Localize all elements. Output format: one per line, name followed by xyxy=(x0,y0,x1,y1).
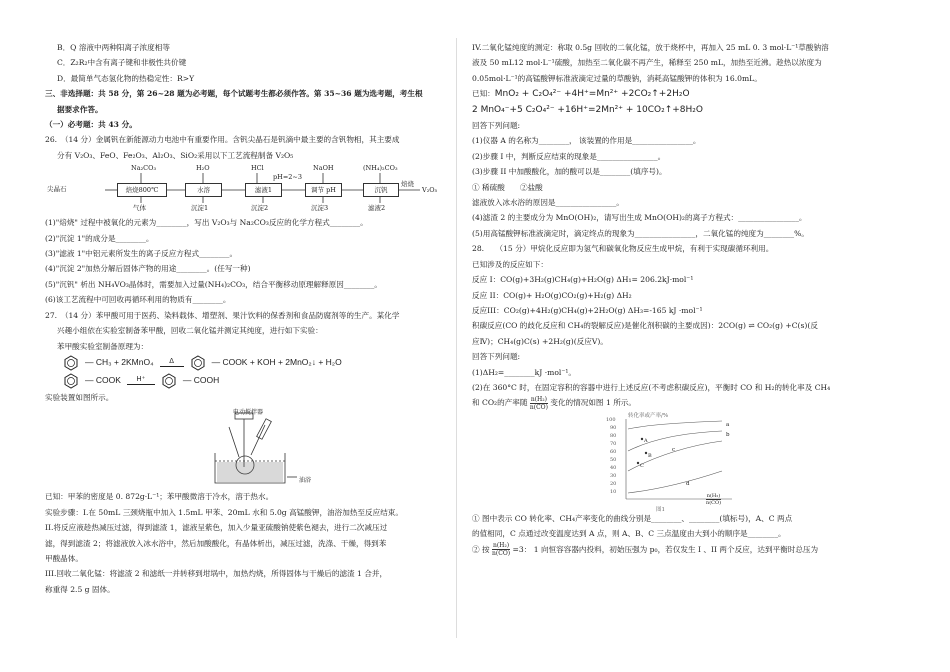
q26-6: (6)该工艺流程中可回收再循环利用的物质有________。 xyxy=(45,295,231,305)
q28-2-2-post: =3： 1 向恒容容器内投料，初始压强为 p₀，若仅发生 I 、II 两个反应，达到平衡时总压为 xyxy=(512,544,819,554)
graph-xlabel-den: n(CO) xyxy=(706,499,722,506)
benzene-icon xyxy=(63,373,79,389)
curve-label-b: b xyxy=(726,431,730,438)
eq2-product: — COOH xyxy=(182,375,220,386)
q27-2: (2)步骤 I 中，判断反应结束的现象是________________。 xyxy=(472,151,666,161)
graph-ytick-8: 20 xyxy=(610,480,617,487)
conversion-graph xyxy=(602,411,742,511)
q26-4: (4)"沉淀 2"加热分解后固体产物的用途________。(任写一种) xyxy=(45,264,251,274)
fraction-num-2: n(H₂) xyxy=(492,542,510,550)
reaction-3: 反应III：CO₂(g)+4H₂(g)CH₄(g)+2H₂O(g) ΔH₃=-165 kJ ·mol⁻¹ xyxy=(472,305,703,315)
q27-3-reason: 滤液放入冰水浴的原因是________________。 xyxy=(472,198,624,208)
flow-end-label: 焙烧 xyxy=(401,180,414,189)
flow-top-na2co3: Na₂CO₃ xyxy=(131,164,157,173)
q28-2: (2)在 360°C 时，在固定容积的容器中进行上述反应(不考虑积碳反应)，平衡时 CO 和 H₂的转化率及 CH₄ xyxy=(472,382,831,392)
q28-2-2 xyxy=(472,542,884,558)
eq1-products: — COOK + KOH + 2MnO₂↓ + H₂O xyxy=(211,357,342,368)
graph-ytick-1: 90 xyxy=(610,424,617,431)
step-2-cont: 滤，得到滤渣 2；将滤液放入冰水浴中，然后加酸酸化，有晶体析出，减压过滤，洗涤、干燥，得到苯 xyxy=(45,538,387,548)
flow-box-roast: 焙烧800℃ xyxy=(117,183,167,197)
equation-1 xyxy=(45,354,443,372)
q26-3: (3)"滤液 1"中铝元素所发生的离子反应方程式________。 xyxy=(45,249,238,259)
point-a xyxy=(641,438,643,440)
flow-top-h2o: H₂O xyxy=(196,164,210,173)
curve-label-c: c xyxy=(672,446,676,453)
step-2-end: 甲酸晶体。 xyxy=(45,553,83,563)
eq1-reactants: — CH₃ + 2KMnO₄ xyxy=(85,357,154,368)
q27-stem: 27. （14 分）苯甲酸可用于医药、染料载体、增塑剂、果汁饮料的保香剂和食品防腐剂等的生产。某化学 xyxy=(45,310,400,320)
q26-stem: 26. （14 分）金属钒在新能源动力电池中有重要作用。含钒尖晶石是钒滴中最主要的含钒物相，其主要成 xyxy=(45,135,400,145)
flow-top-hcl: HCl xyxy=(251,164,264,173)
apparatus-stirrer-label: 电动搅拌器 xyxy=(233,409,264,417)
graph-ytick-7: 30 xyxy=(610,472,617,479)
q28-2-pre: 和 CO₂的产率随 xyxy=(472,398,528,408)
option-b: B．Q 溶液中两种阳离子浓度相等 xyxy=(57,43,170,52)
q28-2-post: 变化的情况如图 1 所示。 xyxy=(550,398,636,408)
graph-title: 转化率或产率/% xyxy=(628,412,669,419)
reaction-2: 反应 II：CO(g)+ H₂O(g)CO₂(g)+H₂(g) ΔH₂ xyxy=(472,290,632,300)
right-column xyxy=(472,40,884,557)
flow-bottom-gas: 气体 xyxy=(133,204,146,213)
q26-2: (2)"沉淀 1"的成分是________。 xyxy=(45,233,154,243)
graph-xlabel xyxy=(706,493,721,506)
step-3-cont: 称重得 2.5 g 固体。 xyxy=(45,584,115,594)
q26-1: (1)"焙烧" 过程中被氧化的元素为________，写出 V₂O₃与 Na₂CO₃反应的化学方程式________。 xyxy=(45,218,368,228)
flow-bottom-precip3: 沉淀3 xyxy=(311,204,329,213)
q27-4: (4)滤渣 2 的主要成分为 MnO(OH)₂，请写出生成 MnO(OH)₂的离子方程式：________________。 xyxy=(472,213,807,223)
q28-stem: 28. （15 分）甲烷化反应即为氢气和碳氧化物反应生成甲烷，有利于实现碳循环利用。 xyxy=(472,244,774,254)
point-label-a: A xyxy=(644,437,648,444)
column-divider xyxy=(456,38,457,638)
q27-3-options: ① 稀硫酸 ②盐酸 xyxy=(472,182,543,192)
flow-top-naoh: NaOH xyxy=(313,164,334,173)
fraction-den-2: n(CO) xyxy=(492,550,511,558)
ratio-fraction-2 xyxy=(492,542,510,557)
section-3-heading: 三、非选择题：共 58 分，第 26~28 题为必考题，每个试题考生都必须作答。第 35~36 题为选考题，考生根 xyxy=(45,89,423,99)
apparatus-figure xyxy=(205,405,325,489)
curve-label-a: a xyxy=(726,421,730,428)
point-c xyxy=(637,462,639,464)
step-4: IV.二氧化锰纯度的测定：称取 0.5g 回收的二氧化锰，放于烧杯中，再加入 25 mL 0. 3 mol·L⁻¹草酸钠溶 xyxy=(472,43,829,52)
flow-box-precipitate-v: 沉钒 xyxy=(363,183,399,197)
q28-2-1-cont: 的值相同，C 点通过改变温度达到 A 点，则 A、B、C 三点温度由大到小的顺序是________。 xyxy=(472,529,786,539)
step-3: III.回收二氧化锰：将滤渣 2 和滤纸一并转移到坩埚中，加热灼烧，所得固体与干燥后的滤渣 1 合并， xyxy=(45,569,388,579)
graph-caption: 图1 xyxy=(656,506,665,513)
graph-ytick-9: 10 xyxy=(610,488,617,495)
flow-box-dissolve: 水溶 xyxy=(185,183,222,197)
q28-2-cont xyxy=(472,395,884,411)
q27-stem-cont: 兴趣小组依在实验室制备苯甲酸，回收二氧化锰并测定其纯度，进行如下实验： xyxy=(57,326,323,336)
flow-top-ph: pH=2~3 xyxy=(273,173,302,182)
graph-ytick-5: 50 xyxy=(610,456,617,463)
option-d: D．最简单气态氢化物的热稳定性：R>Y xyxy=(57,73,195,83)
graph-ytick-4: 60 xyxy=(610,448,617,455)
fraction-den: n(CO) xyxy=(529,403,548,411)
flow-start: 尖晶石 xyxy=(47,185,67,194)
q28-2-2-pre: ② 按 xyxy=(472,544,490,554)
fraction-num: n(H₂) xyxy=(530,395,548,403)
answer-intro-2: 回答下列问题: xyxy=(472,352,521,362)
q26-5: (5)"沉钒" 析出 NH₄VO₃晶体时，需要加入过量(NH₄)₂CO₃，结合平衡移动原理解释原因________。 xyxy=(45,279,382,289)
known-eq-1: MnO₂ + C₂O₄²⁻ +4H⁺=Mn²⁺ +2CO₂↑+2H₂O xyxy=(494,89,690,100)
q28-known: 已知涉及的反应如下： xyxy=(472,259,548,269)
carbon-reaction: 积碳反应(CO 的歧化反应和 CH₄的裂解反应)是催化剂积碳的主要成因)：2CO(g) ⇌ CO₂(g) +C(s)(反 xyxy=(472,321,818,331)
graph-ytick-6: 40 xyxy=(610,464,617,471)
equation-2 xyxy=(45,372,443,390)
answer-intro: 回答下列问题: xyxy=(472,121,521,131)
flow-box-ph: 调节 pH xyxy=(305,183,342,197)
benzene-icon xyxy=(161,373,177,389)
q27-5: (5)用高锰酸钾标准液滴定时，滴定终点的现象为________________，二氧化锰的纯度为________%。 xyxy=(472,228,809,238)
q28-2-1: ① 图中表示 CO 转化率、CH₄产率变化的曲线分别是________、________(填标号)，A、C 两点 xyxy=(472,513,793,523)
known-eq-title xyxy=(472,86,884,102)
process-flow-diagram xyxy=(45,163,443,215)
required-heading: （一）必考题：共 43 分。 xyxy=(45,120,137,130)
graph-ytick-3: 70 xyxy=(610,440,617,447)
step-1: 实验步骤：I.在 50mL 三颈烧瓶中加入 1.5mL 甲苯、20mL 水和 5.0g 高锰酸钾，油浴加热至反应结束。 xyxy=(45,507,403,517)
ratio-fraction xyxy=(530,396,548,411)
graph-xlabel-num: n(H₂) xyxy=(706,492,721,499)
step-4-cont: 液及 50 mL12 mol·L⁻¹硫酸，加热至二氧化碳不再产生，稀释至 250 mL，加热至近沸。趁热以浓度为 xyxy=(472,58,822,68)
point-b xyxy=(645,452,647,454)
benzene-icon xyxy=(190,355,206,371)
q28-1: (1)ΔH₂=________kJ ·mol⁻¹。 xyxy=(472,367,576,377)
step-4-end: 0.05mol·L⁻¹的高锰酸钾标准液滴定过量的草酸钠，消耗高锰酸钾的体积为 16.0mL。 xyxy=(472,73,762,83)
eq2-reactant: — COOK xyxy=(85,375,121,386)
eq1-condition: Δ xyxy=(160,358,184,367)
eq2-condition: H⁺ xyxy=(127,376,155,385)
graph-ytick-0: 100 xyxy=(606,416,616,423)
flow-box-filtrate1: 滤液1 xyxy=(245,183,282,197)
q27-1: (1)仪器 A 的名称为________， 该装置的作用是________________。 xyxy=(472,136,701,146)
flow-bottom-precip1: 沉淀1 xyxy=(191,204,209,213)
q27-principle: 苯甲酸实验室制备原理为： xyxy=(57,341,149,351)
apparatus-intro: 实验装置如图所示。 xyxy=(45,392,114,402)
apparatus-oil-bath-label: 油浴 xyxy=(299,477,312,485)
flow-bottom-precip2: 沉淀2 xyxy=(251,204,269,213)
graph-ytick-2: 80 xyxy=(610,432,617,439)
known-eq-2: 2 MnO₄⁻+5 C₂O₄²⁻ +16H⁺=2Mn²⁺ + 10CO₂↑+8H₂O xyxy=(472,104,703,115)
flow-top-nh4co3: (NH₄)₂CO₃ xyxy=(363,164,398,173)
curve-label-d: d xyxy=(686,480,690,487)
left-column xyxy=(45,40,443,597)
carbon-reaction-cont: 应Ⅳ)；CH₄(g)C(s) +2H₂(g)(反应Ⅴ)。 xyxy=(472,336,608,346)
benzene-icon xyxy=(63,355,79,371)
section-3-heading-cont: 据要求作答。 xyxy=(57,104,103,114)
known-eq-label: 已知： xyxy=(472,89,495,99)
point-label-b: B xyxy=(648,452,652,459)
step-2: II.将反应液趁热减压过滤，得到滤渣 1，滤液呈紫色，加入少量亚硫酸钠使紫色褪去，进行二次减压过 xyxy=(45,523,388,533)
q26-stem-cont: 分有 V₂O₃、FeO、Fe₂O₃、Al₂O₃、SiO₂采用以下工艺流程制备 V₂O₅ xyxy=(57,150,294,160)
q27-3: (3)步骤 II 中加酸酸化，加的酸可以是________(填序号)。 xyxy=(472,167,667,177)
flow-end: V₂O₅ xyxy=(422,186,438,195)
flow-bottom-filtrate2: 滤液2 xyxy=(368,204,386,213)
point-label-c: C xyxy=(640,462,644,469)
option-c: C．Z₂R₂中含有离子键和非极性共价键 xyxy=(57,58,187,68)
known-info: 已知：甲苯的密度是 0. 872g·L⁻¹；苯甲酸微溶于冷水，溶于热水。 xyxy=(45,492,274,502)
reaction-1: 反应 I：CO(g)+3H₂(g)CH₄(g)+H₂O(g) ΔH₁= 206.2kJ·mol⁻¹ xyxy=(472,275,694,285)
